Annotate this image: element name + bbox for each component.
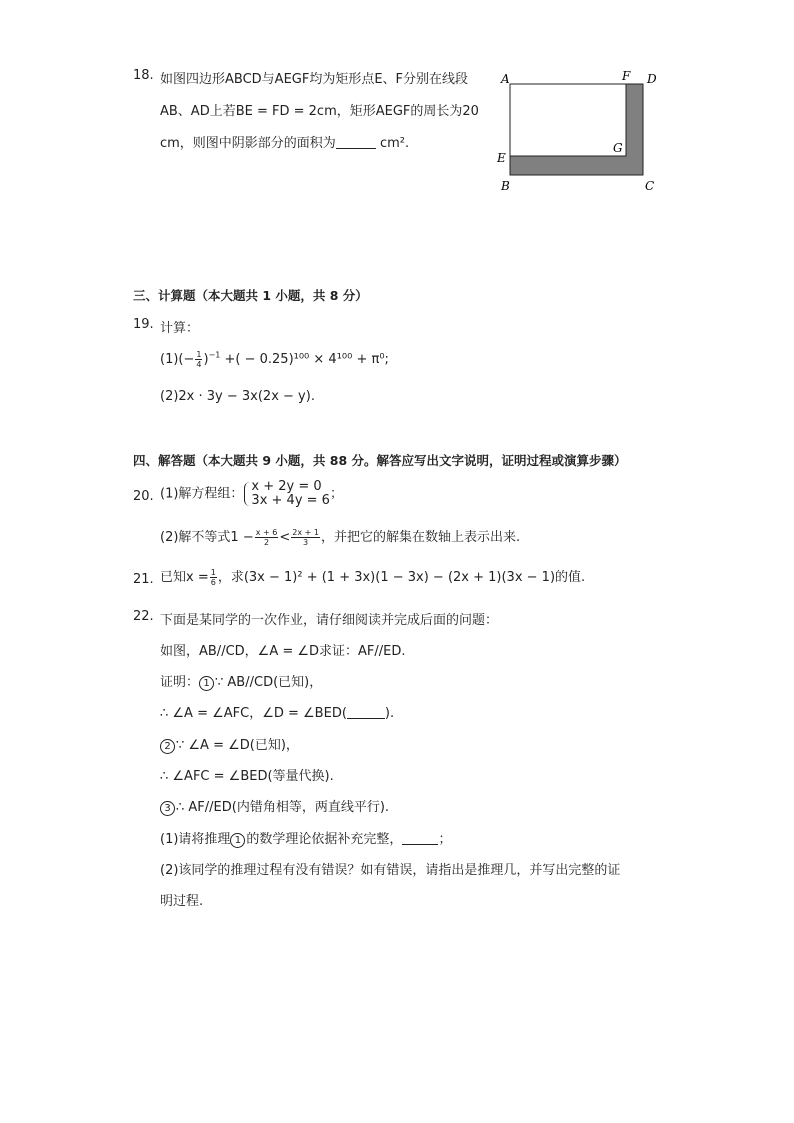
q19-title: 计算： bbox=[160, 321, 200, 336]
q18-line2: AB、AD上若BE = FD = 2cm，矩形AEGF的周长为20 bbox=[160, 104, 479, 119]
q20-part2-end: ，并把它的解集在数轴上表示出来. bbox=[320, 530, 521, 545]
q20-part1-label: (1)解方程组： bbox=[160, 486, 244, 502]
frac2-num: 2x + 1 bbox=[292, 528, 319, 537]
proof-label: 证明： bbox=[160, 675, 200, 690]
q19-frac-num: 1 bbox=[196, 350, 202, 359]
equation-1: x + 2y = 0 bbox=[251, 479, 322, 494]
q22-line3-text: ∵ AB//CD(已知)， bbox=[215, 675, 323, 690]
q18-line3 bbox=[160, 132, 409, 151]
q22-line7-text: ∴ AF//ED(内错角相等，两直线平行). bbox=[176, 800, 390, 815]
q22-line9: (2)该同学的推理过程有没有错误？如有错误，请指出是推理几，并写出完整的证 bbox=[160, 863, 621, 878]
q22-line10: 明过程. bbox=[160, 894, 204, 909]
q22-q1-end: ； bbox=[438, 832, 452, 847]
q22-line2: 如图，AB//CD，∠A = ∠D求证：AF//ED. bbox=[160, 644, 406, 659]
q18-unit: cm². bbox=[379, 136, 410, 151]
circled-1-ref: 1 bbox=[230, 833, 245, 848]
q19-part1-label: (1) bbox=[160, 352, 179, 367]
q20-part2 bbox=[160, 526, 520, 547]
label-d: D bbox=[647, 72, 657, 86]
q19-part1-tail: +( − 0.25)¹⁰⁰ × 4¹⁰⁰ + π⁰; bbox=[224, 352, 389, 367]
q19-part1: (1)(− $\frac{1}{4}$ )$^{-1}$ +( − 0.25)¹⁰⁰ × 4¹⁰⁰ + π⁰; bbox=[160, 350, 389, 369]
q21-fraction bbox=[210, 568, 217, 587]
frac1-den: 2 bbox=[263, 538, 270, 547]
q21-frac-den: 6 bbox=[210, 578, 216, 587]
q22-q1-middle: 的数学理论依据补充完整， bbox=[246, 832, 403, 847]
q19-fraction bbox=[195, 350, 202, 369]
q21-number: 21. bbox=[133, 572, 154, 587]
label-f: F bbox=[622, 69, 631, 83]
q20-part2-start: (2)解不等式1 − bbox=[160, 530, 254, 545]
q20-part1 bbox=[160, 480, 343, 508]
q22-number: 22. bbox=[133, 609, 154, 624]
q18-number: 18. bbox=[133, 68, 154, 83]
q22-line7 bbox=[160, 796, 389, 816]
q21-frac-num: 1 bbox=[210, 568, 216, 577]
section4-title: 四、解答题（本大题共 9 小题，共 88 分。解答应写出文字说明，证明过程或演算步骤） bbox=[133, 453, 627, 468]
q18-line1: 如图四边形ABCD与AEGF均为矩形点E、F分别在线段 bbox=[160, 72, 469, 87]
q22-q1-start: (1)请将推理 bbox=[160, 832, 231, 847]
label-a: A bbox=[501, 72, 510, 86]
equation-2: 3x + 4y = 6 bbox=[251, 493, 330, 508]
q20-part1-end: ； bbox=[329, 486, 343, 502]
q22-line6: ∴ ∠AFC = ∠BED(等量代换). bbox=[160, 769, 334, 784]
q22-line4-text: ∴ ∠A = ∠AFC，∠D = ∠BED( bbox=[160, 706, 347, 721]
q22-line3 bbox=[160, 671, 322, 691]
q22-line1: 下面是某同学的一次作业，请仔细阅读并完成后面的问题： bbox=[160, 613, 499, 628]
q22-line4 bbox=[160, 702, 394, 721]
frac2-den: 3 bbox=[303, 538, 309, 547]
less-than-sign: < bbox=[279, 530, 291, 545]
q22-line5 bbox=[160, 734, 299, 754]
frac1-num: x + 6 bbox=[255, 528, 278, 537]
q19-number: 19. bbox=[133, 317, 154, 332]
q19-part2: (2)2x · 3y − 3x(2x − y). bbox=[160, 389, 315, 404]
label-b: B bbox=[501, 179, 510, 193]
q22-line5-text: ∵ ∠A = ∠D(已知)， bbox=[176, 738, 299, 753]
q22-reason-blank[interactable] bbox=[347, 706, 385, 719]
label-e: E bbox=[497, 151, 506, 165]
q20-fraction-1 bbox=[255, 528, 279, 547]
section3-title: 三、计算题（本大题共 1 小题，共 8 分） bbox=[133, 288, 368, 303]
q22-line8 bbox=[160, 828, 451, 848]
circled-1: 1 bbox=[199, 676, 214, 691]
q18-line3-text: cm，则图中阴影部分的面积为 bbox=[160, 136, 336, 151]
equation-system bbox=[243, 480, 330, 508]
circled-2: 2 bbox=[160, 739, 175, 754]
q21-expression: ，求(3x − 1)² + (1 + 3x)(1 − 3x) − (2x + 1)(3x − 1)的值. bbox=[217, 570, 586, 585]
circled-3: 3 bbox=[160, 801, 175, 816]
label-c: C bbox=[645, 179, 655, 193]
q22-q1-blank[interactable] bbox=[402, 832, 438, 845]
q20-number: 20. bbox=[133, 489, 154, 504]
q20-fraction-2 bbox=[291, 528, 320, 547]
q19-frac-den: 4 bbox=[196, 360, 202, 369]
q21-text bbox=[160, 566, 585, 587]
q18-answer-blank[interactable] bbox=[336, 136, 376, 149]
label-g: G bbox=[613, 141, 623, 155]
q22-line4-end: ). bbox=[384, 706, 395, 721]
rectangle-figure bbox=[493, 66, 668, 196]
q21-given: 已知x = bbox=[160, 570, 209, 585]
